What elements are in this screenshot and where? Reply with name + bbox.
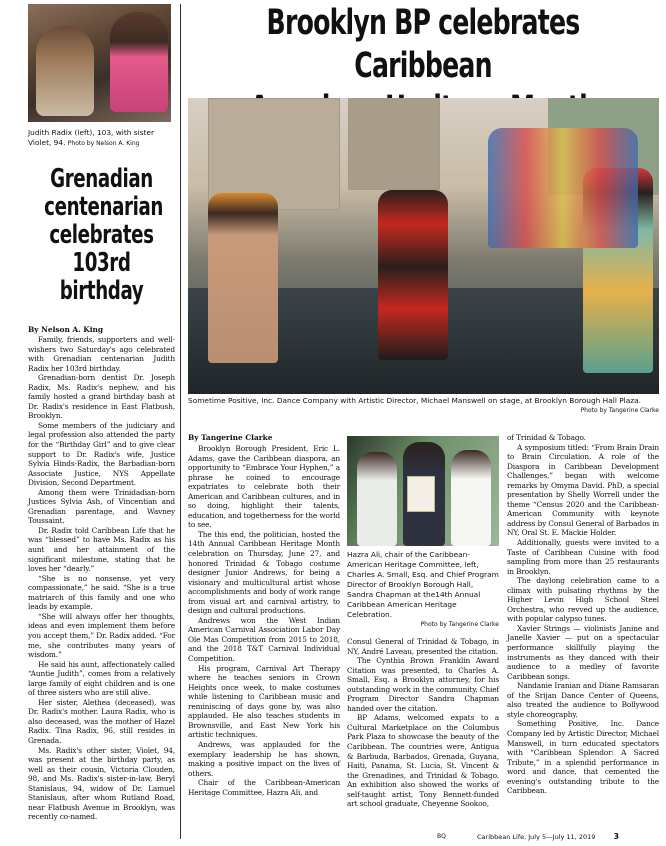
paragraph: Additionally, guests were invited to a Taste of Caribbean Cuisine with food sampling from more than 25 restaurants in Brooklyn. xyxy=(507,538,659,576)
photo-citation-plaque xyxy=(407,476,435,512)
dance-company-photo-caption xyxy=(188,396,659,416)
article-column-1 xyxy=(188,433,340,797)
paragraph: Among them were Trinidadian-born Justices Sylvia Ash, of Vincentian and Grenadian parentage, and Wavney Toussaint. xyxy=(28,487,175,526)
paragraph: Andrews, was applauded for the exemplary leadership he has shown, making a positive impact on the lives of others. xyxy=(188,739,340,778)
paragraph: Grenadian-born dentist Dr. Joseph Radix, Ms. Radix's nephew, and his family hosted a grand birthday bash at Dr. Radix's residence in East Flatbush, Brooklyn. xyxy=(28,373,175,421)
paragraph: Brooklyn Borough President, Eric L. Adams, gave the Caribbean diaspora, an opportunity to “Embrace Your Hyphen,” a phrase he coined to encourage expatriates to celebrate both their American and Caribbean cultures, and in so doing, highlight their talents, education, and togetherness for the world to see. xyxy=(188,444,340,530)
paragraph: Ms. Radix's other sister, Violet, 94, was present at the birthday party, as well as their cousin, Victoria Clouden, 98, and Ms. Radix's sister-in-law, Beryl Stanislaus, 94, widow of Dr. Lamuel Stanislaus, after whom Rutland Road, near Flatbush Avenue in Brooklyn, was recently co-named. xyxy=(28,745,175,822)
article-body xyxy=(507,433,659,796)
paragraph: Chair of the Caribbean-American Heritage Committee, Hazra Ali, and xyxy=(188,778,340,797)
caption-text: Judith Radix (left), 103, with sister Violet, 94. xyxy=(28,128,155,147)
paragraph: Andrews won the West Indian American Carnival Association Labor Day Ole Mas Competition from 2015 to 2018, and the 2018 T&T Carnival Individual Competition. xyxy=(188,615,340,664)
paragraph: BP Adams, welcomed expats to a Cultural Marketplace on the Columbus Park Plaza to showcase the beauty of the Caribbean. The countries were, Antigua & Barbuda, Barbados, Grenada, Guyana, Haiti, Panama, St. Lucia, St. Vincent & the Grenadines, and Trinidad & Tobago. An exhibition also showed the works of self-taught artist, Tony Bennett-funded art school graduate, Cheyenne Sookoo, xyxy=(347,713,499,809)
centenarian-photo-caption xyxy=(28,128,175,149)
column-divider xyxy=(180,4,181,839)
paragraph: “She will always offer her thoughts, ideas and even implement them before you accept them,” Dr. Radix added. “For me, she contributes many years of wisdom.” xyxy=(28,611,175,660)
headline-line: Brooklyn BP celebrates Caribbean xyxy=(266,3,580,86)
paragraph: His program, Carnival Art Therapy where he teaches seniors in Crown Heights once week, to make costumes while listening to Caribbean music and reminiscing of days gone by, was also applauded. He also teaches students in Brownsville, and East New York his artistic techniques. xyxy=(188,663,340,740)
paragraph: Xavier Strings — violinists Janine and Janelle Xavier — put on a spectacular performance skillfully playing the instruments as they danced with their audience to a medley of favorite Caribbean songs. xyxy=(507,623,659,681)
headline-line: celebrates xyxy=(49,220,154,250)
caption-text: Sometime Positive, Inc. Dance Company with Artistic Director, Michael Manswell on stage, at Brooklyn Borough Hall Plaza. xyxy=(188,396,642,405)
paragraph: Her sister, Alethea (deceased), was Dr. Radix's mother. Laura Radix, who is also deceased, was the mother of Hazel Radix. Tina Radix, 96, still resides in Grenada. xyxy=(28,697,175,745)
photo-credit: Photo by Nelson A. King xyxy=(67,140,140,147)
dance-company-photo xyxy=(188,98,659,394)
centenarian-photo xyxy=(28,4,171,122)
photo-performers-background xyxy=(488,128,638,248)
page-footer xyxy=(477,832,619,841)
paragraph: “She is no nonsense, yet very compassionate,” he said. “She is a true matriarch of this family and one who leads by example. xyxy=(28,573,175,612)
paragraph: The daylong celebration came to a climax with pulsating rhythms by the Higher Levin High School Steel Orchestra, who revved up the audience, with popular calypso tunes. xyxy=(507,576,659,624)
byline: By Nelson A. King xyxy=(28,325,104,334)
photo-figure-judith xyxy=(36,26,94,116)
photo-credit: Photo by Tangerine Clarke xyxy=(420,621,499,628)
headline-line: centenarian xyxy=(44,192,164,222)
paragraph: Something Positive, Inc. Dance Company led by Artistic Director, Michael Manswell, in turn educated spectators with “Caribbean Splendor: A Sacred Tribute,” in a splendid performance in word and dance, that cemented the evening's outstanding tribute to the Caribbean. xyxy=(507,719,659,796)
left-column xyxy=(28,4,175,822)
paragraph: Some members of the judiciary and legal profession also attended the party for the “Birthday Girl” and to give clear support to Dr. Radix's wife, Justice Sylvia Hinds-Radix, the Barbadian-born Associate Justice, NYS Appellate Division, Second Department. xyxy=(28,420,175,488)
byline: By Tangerine Clarke xyxy=(188,433,273,442)
paragraph: Family, friends, supporters and well-wishers two Saturday's ago celebrated with Grenadian centenarian Judith Radix her 103rd birthday. xyxy=(28,335,175,373)
photo-dancer xyxy=(378,190,448,360)
paragraph: The this end, the politician, hosted the 14th Annual Caribbean Heritage Month celebration on Thursday, June 27, and honored Trinidad & Tobago costume designer Junior Andrews, for being a visionary and multicultural artist whose accomplishments and body of work range from visual art and carnival artistry, to design and cultural productions. xyxy=(188,529,340,616)
caption-text: Hazra Ali, chair of the Caribbean-American Heritage Committee, left, Charles A. Small, Esq. and Chief Program Director of Brooklyn Borough Hall, Sandra Chapman at the14th Annual Caribbean American Heritage Celebration. xyxy=(347,550,499,619)
photo-figure-hazra-ali xyxy=(357,452,397,546)
photo-dancer xyxy=(208,193,278,363)
photo-building xyxy=(348,98,440,190)
issue-date: Caribbean Life, July 5—July 11, 2019 xyxy=(477,833,596,841)
article-body xyxy=(347,637,499,809)
photo-figure-sandra-chapman xyxy=(451,450,491,546)
award-photo xyxy=(347,436,499,546)
paragraph: He said his aunt, affectionately called “Auntie Judith”, comes from a relatively large family of eight children and is one of three sisters who are still alive. xyxy=(28,659,175,698)
headline-line: 103rd birthday xyxy=(59,248,144,306)
paragraph: A symposium titled: “From Brain Drain to Brain Circulation, A role of the Diaspora in Caribbean Development Challenges,” began with welcome remarks by Omyma David. PhD, a special presentation by Shelly Worrell under the theme “Census 2020 and the Caribbean-American Community with keynote address by Consul General of Barbados in NY, Oral St. E. Mackie Holder. xyxy=(507,442,659,538)
photo-figure-violet xyxy=(110,12,168,112)
photo-credit: Photo by Tangerine Clarke xyxy=(580,407,659,414)
headline-line: Grenadian xyxy=(50,164,153,194)
article-column-2 xyxy=(347,436,499,809)
paragraph: of Trinidad & Tobago. xyxy=(507,433,586,442)
paragraph: Dr. Radix told Caribbean Life that he was “blessed” to have Ms. Radix as his aunt and her attainment of the significant milestone, stating that he loves her “dearly.” xyxy=(28,525,175,574)
edition-code: BQ xyxy=(437,833,446,840)
article-column-3 xyxy=(507,433,659,796)
award-photo-caption xyxy=(347,550,499,630)
article-body xyxy=(188,444,340,797)
paragraph: Nandanie Iranian and Diane Ramsaran of the Srijan Dance Center of Queens, also treated the audience to Bollywood style choreography. xyxy=(507,681,659,719)
centenarian-article-body xyxy=(28,335,175,822)
centenarian-headline xyxy=(44,164,164,306)
paragraph: The Cynthia Brown Franklin Award Citation was presented, to Charles A. Small, Esq. a Brooklyn attorney, for his outstanding work in the community. Chief Program Director Sandra Chapman handed over the citation. xyxy=(347,656,499,713)
page-number: 3 xyxy=(613,832,620,841)
paragraph: Consul General of Trinidad & Tobago, in NY, André Laveau, presented the citation. xyxy=(347,637,499,656)
